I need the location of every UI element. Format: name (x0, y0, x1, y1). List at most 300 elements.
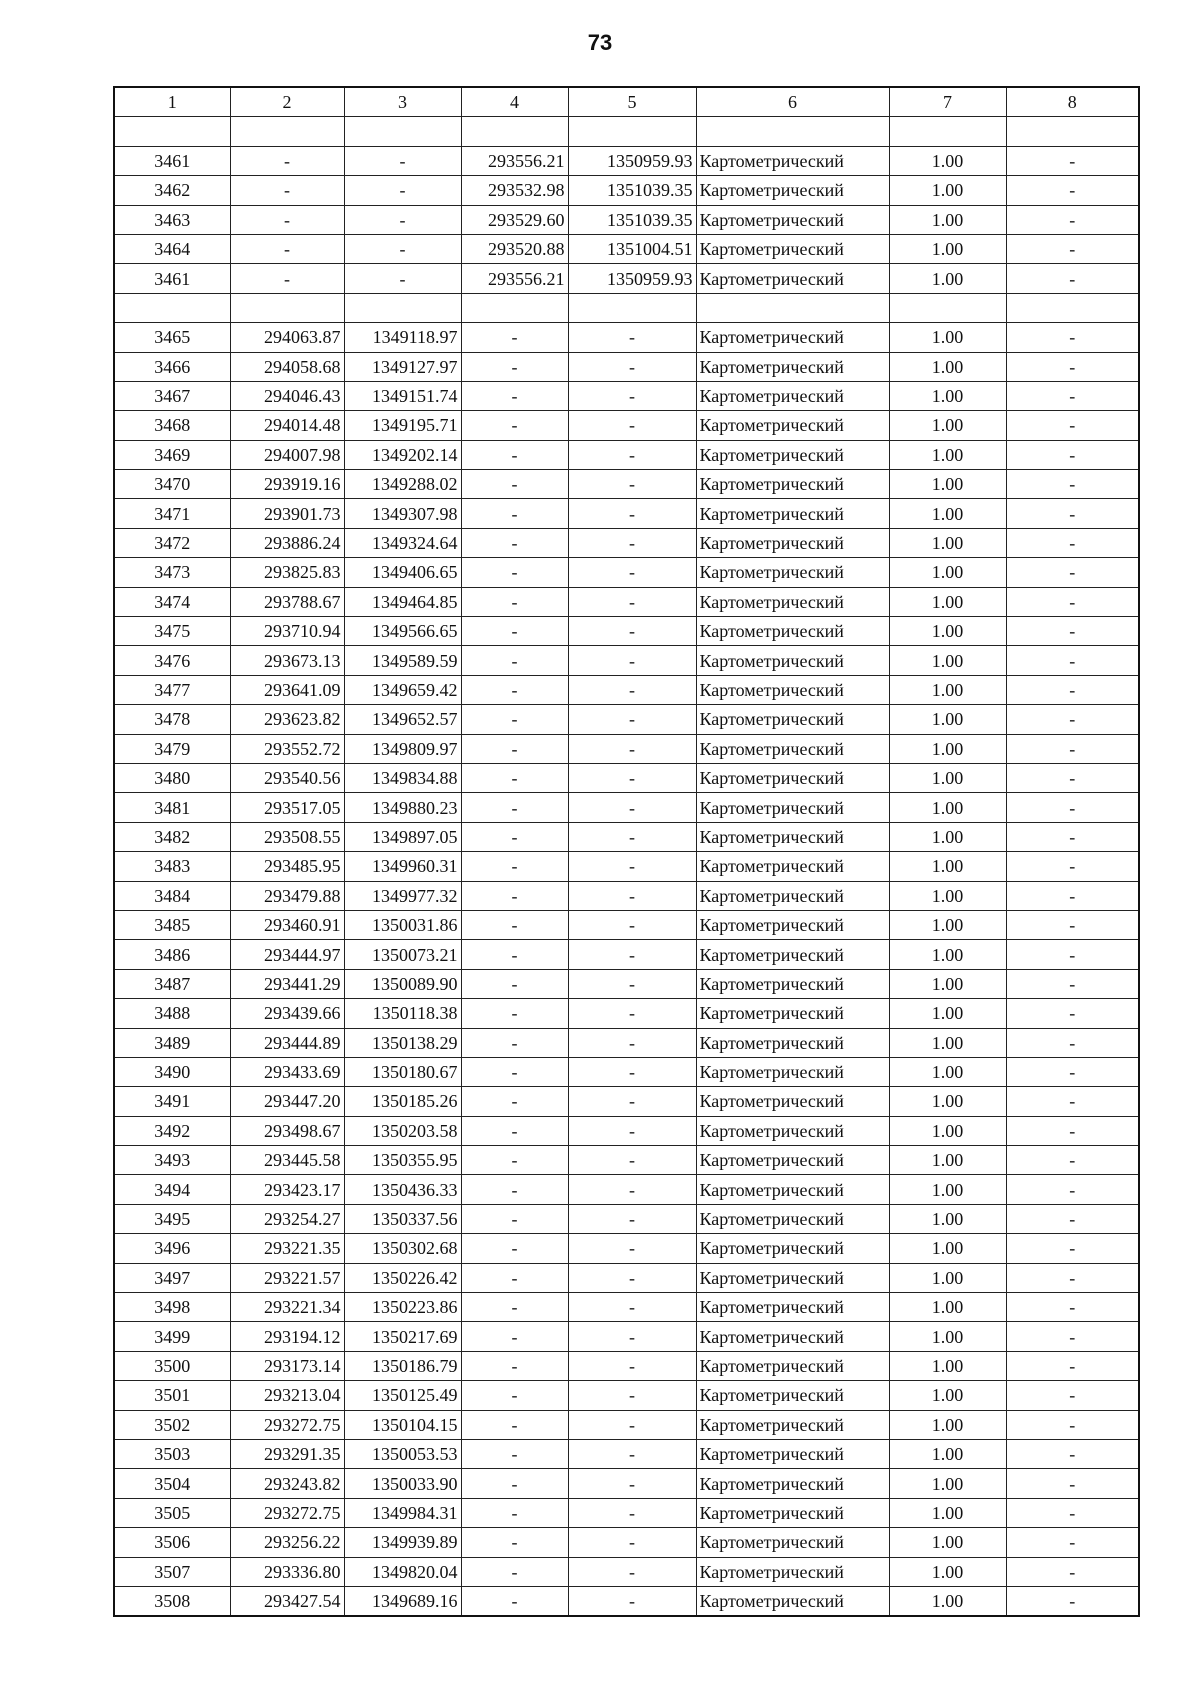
table-cell: 1.00 (889, 940, 1006, 969)
table-cell: 1.00 (889, 411, 1006, 440)
table-row (114, 969, 1139, 998)
table-row (114, 1204, 1139, 1233)
table-cell: 3485 (114, 910, 230, 939)
table-cell: 1350436.33 (344, 1175, 461, 1204)
table-cell (1006, 293, 1139, 322)
table-cell: 3464 (114, 234, 230, 263)
table-cell: 293517.05 (230, 793, 344, 822)
table-cell: 293221.57 (230, 1263, 344, 1292)
table-cell: Картометрический (696, 205, 889, 234)
coordinates-table (113, 86, 1140, 1617)
table-cell: - (461, 558, 568, 587)
table-cell (696, 293, 889, 322)
table-cell: - (568, 675, 696, 704)
table-cell: 1.00 (889, 381, 1006, 410)
table-cell: 1.00 (889, 1351, 1006, 1380)
table-cell: - (568, 999, 696, 1028)
table-cell: 1350180.67 (344, 1057, 461, 1086)
table-cell: Картометрический (696, 1528, 889, 1557)
table-cell: 3489 (114, 1028, 230, 1057)
table-row (114, 528, 1139, 557)
table-cell: - (1006, 734, 1139, 763)
table-cell: 3474 (114, 587, 230, 616)
table-cell: - (568, 587, 696, 616)
table-cell: 3484 (114, 881, 230, 910)
table-cell: - (1006, 440, 1139, 469)
table-cell: 1349288.02 (344, 470, 461, 499)
table-cell: 1349820.04 (344, 1557, 461, 1586)
table-cell: 3499 (114, 1322, 230, 1351)
table-cell: 3467 (114, 381, 230, 410)
table-cell: Картометрический (696, 1146, 889, 1175)
table-cell: - (1006, 205, 1139, 234)
table-cell: 293886.24 (230, 528, 344, 557)
table-cell: 3479 (114, 734, 230, 763)
table-cell: - (461, 1116, 568, 1145)
table-row (114, 499, 1139, 528)
table-cell: - (344, 234, 461, 263)
table-cell: - (1006, 617, 1139, 646)
table-cell: - (1006, 822, 1139, 851)
table-cell: 294063.87 (230, 323, 344, 352)
table-cell: - (461, 470, 568, 499)
table-cell: 1.00 (889, 617, 1006, 646)
table-cell: - (461, 881, 568, 910)
table-cell: - (1006, 1057, 1139, 1086)
table-cell: - (1006, 969, 1139, 998)
table-cell: 293441.29 (230, 969, 344, 998)
table-cell: - (1006, 646, 1139, 675)
table-cell: - (1006, 1469, 1139, 1498)
table-row (114, 793, 1139, 822)
table-cell: 293529.60 (461, 205, 568, 234)
table-cell: - (568, 499, 696, 528)
column-header-7: 7 (889, 87, 1006, 117)
table-cell: - (461, 1087, 568, 1116)
table-cell: 1350337.56 (344, 1204, 461, 1233)
table-cell: 1349834.88 (344, 763, 461, 792)
table-cell: Картометрический (696, 705, 889, 734)
table-cell: - (461, 793, 568, 822)
table-cell: Картометрический (696, 146, 889, 175)
table-row (114, 1498, 1139, 1527)
table-cell: 3473 (114, 558, 230, 587)
table-cell: 1349202.14 (344, 440, 461, 469)
table-cell: - (568, 323, 696, 352)
table-cell: 1351004.51 (568, 234, 696, 263)
table-cell: - (568, 1439, 696, 1468)
table-cell: 293623.82 (230, 705, 344, 734)
table-row (114, 1381, 1139, 1410)
table-row (114, 352, 1139, 381)
table-cell: - (568, 440, 696, 469)
table-cell: 293444.89 (230, 1028, 344, 1057)
table-cell: Картометрический (696, 1263, 889, 1292)
table-cell: - (1006, 264, 1139, 293)
table-row (114, 1439, 1139, 1468)
table-cell: Картометрический (696, 558, 889, 587)
table-cell: - (568, 1557, 696, 1586)
table-row (114, 587, 1139, 616)
table-cell: - (461, 381, 568, 410)
table-cell: - (461, 1028, 568, 1057)
table-cell: 1.00 (889, 1557, 1006, 1586)
table-row (114, 1293, 1139, 1322)
table-cell: 294046.43 (230, 381, 344, 410)
table-cell: - (1006, 1175, 1139, 1204)
table-cell: 3461 (114, 264, 230, 293)
table-cell: 3482 (114, 822, 230, 851)
table-row (114, 1263, 1139, 1292)
table-cell: Картометрический (696, 587, 889, 616)
table-cell: 1.00 (889, 881, 1006, 910)
table-cell: 1.00 (889, 999, 1006, 1028)
table-cell: Картометрический (696, 763, 889, 792)
table-cell: Картометрический (696, 1351, 889, 1380)
table-cell: 293221.34 (230, 1293, 344, 1322)
table-cell: Картометрический (696, 499, 889, 528)
table-cell: - (568, 1234, 696, 1263)
table-cell: - (461, 822, 568, 851)
table-cell: 1350217.69 (344, 1322, 461, 1351)
table-row (114, 705, 1139, 734)
table-cell: Картометрический (696, 1469, 889, 1498)
table-body (114, 117, 1139, 1616)
table-cell: - (461, 1498, 568, 1527)
table-cell: 3491 (114, 1087, 230, 1116)
table-cell: 293447.20 (230, 1087, 344, 1116)
table-cell: 3461 (114, 146, 230, 175)
table-cell: 3481 (114, 793, 230, 822)
table-cell: 3486 (114, 940, 230, 969)
table-cell: 1.00 (889, 499, 1006, 528)
table-cell: 293508.55 (230, 822, 344, 851)
table-cell: - (1006, 411, 1139, 440)
table-cell: - (1006, 1351, 1139, 1380)
table-cell: 3507 (114, 1557, 230, 1586)
table-cell (568, 293, 696, 322)
table-cell: - (461, 1528, 568, 1557)
table-cell: 1350118.38 (344, 999, 461, 1028)
table-cell: - (1006, 499, 1139, 528)
table-row (114, 264, 1139, 293)
table-cell: 3494 (114, 1175, 230, 1204)
table-cell: - (1006, 1528, 1139, 1557)
table-cell: 1350203.58 (344, 1116, 461, 1145)
table-cell: 1349406.65 (344, 558, 461, 587)
table-cell: - (568, 852, 696, 881)
table-cell: - (568, 1028, 696, 1057)
table-cell: - (1006, 234, 1139, 263)
table-cell: - (461, 705, 568, 734)
table-cell: - (568, 1498, 696, 1527)
table-cell: 1350959.93 (568, 264, 696, 293)
table-cell: - (344, 205, 461, 234)
table-cell: 3462 (114, 176, 230, 205)
table-cell: - (1006, 910, 1139, 939)
table-cell: 1.00 (889, 323, 1006, 352)
table-cell: - (230, 264, 344, 293)
table-cell: 1349809.97 (344, 734, 461, 763)
table-cell: 1.00 (889, 1116, 1006, 1145)
table-cell: - (461, 617, 568, 646)
table-cell: 1.00 (889, 822, 1006, 851)
table-cell: 1350223.86 (344, 1293, 461, 1322)
table-row (114, 763, 1139, 792)
table-cell: 1349939.89 (344, 1528, 461, 1557)
table-cell: - (461, 499, 568, 528)
table-row (114, 234, 1139, 263)
table-cell: - (1006, 1146, 1139, 1175)
table-cell (1006, 117, 1139, 146)
table-cell: 1349464.85 (344, 587, 461, 616)
column-header-6: 6 (696, 87, 889, 117)
table-cell: Картометрический (696, 734, 889, 763)
table-cell: 1349880.23 (344, 793, 461, 822)
table-cell: - (1006, 1204, 1139, 1233)
table-cell: - (461, 646, 568, 675)
table-row (114, 910, 1139, 939)
table-cell: Картометрический (696, 381, 889, 410)
table-row (114, 999, 1139, 1028)
table-cell (230, 293, 344, 322)
table-cell: 1350138.29 (344, 1028, 461, 1057)
table-cell: 1349324.64 (344, 528, 461, 557)
table-cell: 3505 (114, 1498, 230, 1527)
table-cell: 1.00 (889, 440, 1006, 469)
table-cell: 1.00 (889, 1498, 1006, 1527)
table-cell: 1350226.42 (344, 1263, 461, 1292)
table-cell: 1.00 (889, 705, 1006, 734)
table-cell: 1.00 (889, 146, 1006, 175)
table-row (114, 440, 1139, 469)
table-row (114, 381, 1139, 410)
table-cell: 293423.17 (230, 1175, 344, 1204)
table-cell: - (1006, 470, 1139, 499)
table-cell: Картометрический (696, 234, 889, 263)
table-cell: Картометрический (696, 1586, 889, 1616)
table-cell: 293213.04 (230, 1381, 344, 1410)
table-cell: 293710.94 (230, 617, 344, 646)
table-cell: Картометрический (696, 1410, 889, 1439)
table-cell: 1350355.95 (344, 1146, 461, 1175)
table-cell: - (568, 352, 696, 381)
table-cell: 293540.56 (230, 763, 344, 792)
table-cell: 1.00 (889, 1381, 1006, 1410)
table-cell: - (344, 264, 461, 293)
table-cell: - (1006, 1263, 1139, 1292)
table-cell: 1349977.32 (344, 881, 461, 910)
table-cell: - (461, 852, 568, 881)
table-cell: Картометрический (696, 793, 889, 822)
table-cell: 1350186.79 (344, 1351, 461, 1380)
table-cell: 1.00 (889, 1057, 1006, 1086)
table-cell: - (568, 705, 696, 734)
table-cell: 1.00 (889, 470, 1006, 499)
table-cell: Картометрический (696, 1234, 889, 1263)
table-cell: - (461, 675, 568, 704)
table-cell: - (461, 1351, 568, 1380)
table-cell: 3490 (114, 1057, 230, 1086)
table-cell: - (461, 734, 568, 763)
column-header-1: 1 (114, 87, 230, 117)
table-cell: 293532.98 (461, 176, 568, 205)
table-cell: - (568, 1146, 696, 1175)
table-cell: - (568, 1057, 696, 1086)
table-cell: - (1006, 763, 1139, 792)
table-cell: - (568, 617, 696, 646)
table-cell: 3502 (114, 1410, 230, 1439)
table-cell (344, 117, 461, 146)
table-cell: 1.00 (889, 734, 1006, 763)
table-cell: - (568, 1263, 696, 1292)
table-cell: - (230, 205, 344, 234)
table-cell: 1349118.97 (344, 323, 461, 352)
table-cell: - (1006, 852, 1139, 881)
table-cell: - (230, 234, 344, 263)
table-row (114, 323, 1139, 352)
table-cell: 293556.21 (461, 146, 568, 175)
table-row (114, 1557, 1139, 1586)
table-cell: 1350031.86 (344, 910, 461, 939)
table-row (114, 1469, 1139, 1498)
table-cell: Картометрический (696, 1175, 889, 1204)
table-cell: 1350302.68 (344, 1234, 461, 1263)
table-cell: 293445.58 (230, 1146, 344, 1175)
table-cell: - (1006, 352, 1139, 381)
table-cell: - (1006, 1028, 1139, 1057)
table-cell: Картометрический (696, 323, 889, 352)
table-row (114, 411, 1139, 440)
table-cell: 1350125.49 (344, 1381, 461, 1410)
table-cell: 1351039.35 (568, 176, 696, 205)
table-cell: - (461, 940, 568, 969)
table-row (114, 940, 1139, 969)
table-cell: - (461, 1469, 568, 1498)
table-cell (696, 117, 889, 146)
table-cell: 1.00 (889, 558, 1006, 587)
table-cell: - (461, 1175, 568, 1204)
table-cell: - (461, 910, 568, 939)
table-cell: - (568, 1322, 696, 1351)
table-cell: - (568, 558, 696, 587)
table-cell: - (1006, 1116, 1139, 1145)
table-cell: 3480 (114, 763, 230, 792)
table-cell: - (1006, 1557, 1139, 1586)
table-cell: Картометрический (696, 1204, 889, 1233)
table-cell: Картометрический (696, 1381, 889, 1410)
table-cell: Картометрический (696, 675, 889, 704)
table-cell: 3492 (114, 1116, 230, 1145)
table-cell: - (461, 1439, 568, 1468)
table-cell: 1.00 (889, 1293, 1006, 1322)
table-cell: 293498.67 (230, 1116, 344, 1145)
table-cell: Картометрический (696, 999, 889, 1028)
table-cell: - (461, 969, 568, 998)
table-cell: 1.00 (889, 793, 1006, 822)
table-cell: - (230, 146, 344, 175)
table-row (114, 1234, 1139, 1263)
table-cell: Картометрический (696, 646, 889, 675)
table-cell: - (568, 381, 696, 410)
table-cell: 1.00 (889, 1234, 1006, 1263)
table-cell: 293173.14 (230, 1351, 344, 1380)
table-cell: - (568, 1087, 696, 1116)
table-cell: 293788.67 (230, 587, 344, 616)
table-cell: - (568, 940, 696, 969)
table-cell: 293194.12 (230, 1322, 344, 1351)
table-cell: - (1006, 323, 1139, 352)
table-cell: - (568, 1293, 696, 1322)
table-cell: - (461, 1234, 568, 1263)
table-cell: 1.00 (889, 910, 1006, 939)
table-cell: 293272.75 (230, 1498, 344, 1527)
table-cell: 293901.73 (230, 499, 344, 528)
table-cell: 3471 (114, 499, 230, 528)
table-cell: Картометрический (696, 617, 889, 646)
column-header-8: 8 (1006, 87, 1139, 117)
table-cell: 293479.88 (230, 881, 344, 910)
table-cell: 1349689.16 (344, 1586, 461, 1616)
table-cell: 293336.80 (230, 1557, 344, 1586)
table-cell: 3466 (114, 352, 230, 381)
table-cell: Картометрический (696, 440, 889, 469)
table-cell: Картометрический (696, 1498, 889, 1527)
table-cell: 1.00 (889, 1028, 1006, 1057)
table-cell: 3504 (114, 1469, 230, 1498)
table-cell: - (1006, 1498, 1139, 1527)
table-cell (461, 117, 568, 146)
table-cell: 1350185.26 (344, 1087, 461, 1116)
table-cell: 1.00 (889, 1175, 1006, 1204)
table-cell: 3487 (114, 969, 230, 998)
table-cell: - (1006, 176, 1139, 205)
table-cell: - (461, 352, 568, 381)
table-cell: Картометрический (696, 852, 889, 881)
table-cell: 1349151.74 (344, 381, 461, 410)
column-header-3: 3 (344, 87, 461, 117)
table-cell: - (461, 1381, 568, 1410)
table-cell: 293460.91 (230, 910, 344, 939)
table-cell: Картометрический (696, 940, 889, 969)
table-cell (889, 117, 1006, 146)
table-cell: 1349960.31 (344, 852, 461, 881)
table-cell: 1.00 (889, 675, 1006, 704)
table-cell: - (461, 763, 568, 792)
table-cell: - (461, 440, 568, 469)
table-cell: Картометрический (696, 1293, 889, 1322)
table-cell: 1349984.31 (344, 1498, 461, 1527)
table-cell: - (461, 1057, 568, 1086)
table-cell: 293444.97 (230, 940, 344, 969)
table-row (114, 1146, 1139, 1175)
table-cell: 1.00 (889, 264, 1006, 293)
table-cell: 293221.35 (230, 1234, 344, 1263)
table-cell: - (1006, 146, 1139, 175)
table-cell: - (1006, 1087, 1139, 1116)
column-header-4: 4 (461, 87, 568, 117)
table-row (114, 176, 1139, 205)
table-row (114, 1351, 1139, 1380)
table-cell: 3508 (114, 1586, 230, 1616)
table-cell: 1.00 (889, 1439, 1006, 1468)
table-cell: 1349659.42 (344, 675, 461, 704)
table-cell: - (461, 587, 568, 616)
table-cell: 1.00 (889, 1410, 1006, 1439)
table-cell: - (461, 999, 568, 1028)
table-row (114, 1586, 1139, 1616)
table-cell: 1.00 (889, 587, 1006, 616)
